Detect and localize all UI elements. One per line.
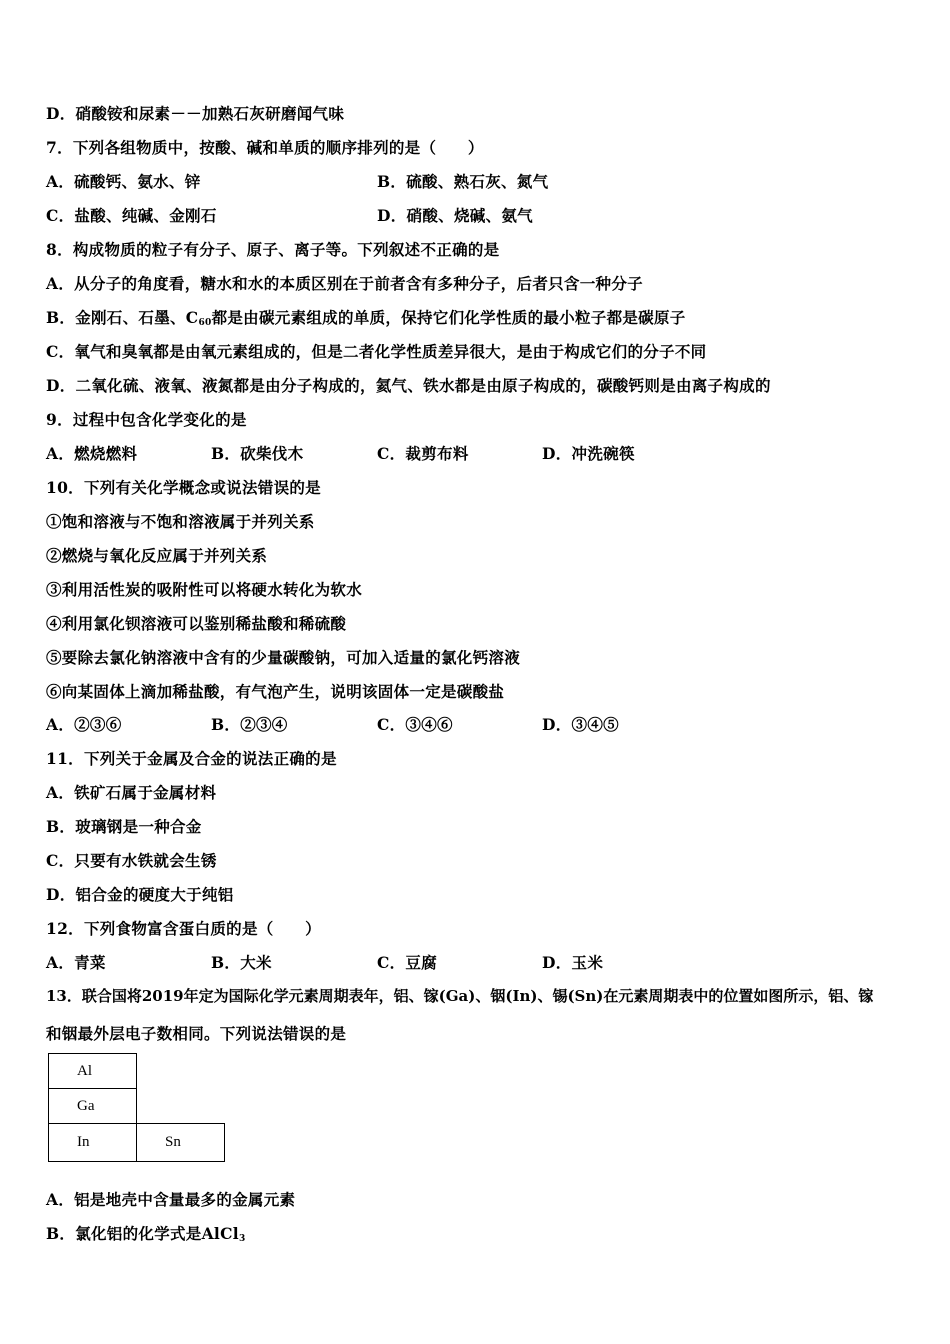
q10-statement: ⑥向某固体上滴加稀盐酸，有气泡产生，说明该固体一定是碳酸盐	[46, 682, 505, 701]
q8-option-a: A．从分子的角度看，糖水和水的本质区别在于前者含有多种分子，后者只含一种分子	[46, 274, 643, 293]
q11-option-b: B．玻璃钢是一种合金	[46, 817, 202, 836]
q10-option-c: C．③④⑥	[377, 715, 453, 734]
q10-option-a: A．②③⑥	[46, 715, 122, 734]
element-cell-al: Al	[49, 1054, 137, 1089]
q9-option-a: A．燃烧燃料	[46, 444, 138, 463]
q10-option-d: D．③④⑤	[542, 715, 619, 734]
q7-option-d: D．硝酸、烧碱、氨气	[377, 206, 533, 225]
q13-stem-line2: 和铟最外层电子数相同。下列说法错误的是	[46, 1024, 347, 1043]
q11-option-c: C．只要有水铁就会生锈	[46, 851, 217, 870]
q8-option-b-prefix: B．金刚石、石墨、C	[46, 308, 199, 327]
q10-stem: 10．下列有关化学概念或说法错误的是	[46, 478, 321, 497]
q9-option-b: B．砍柴伐木	[211, 444, 304, 463]
q8-option-b-subscript: 60	[198, 318, 212, 328]
q7-option-b: B．硫酸、熟石灰、氮气	[377, 172, 549, 191]
q10-option-b: B．②③④	[211, 715, 288, 734]
q13-stem-line1: 13．联合国将2019年定为国际化学元素周期表年，铝、镓(Ga)、铟(In)、锡(Sn)在元素周期表中的位置如图所示，铝、镓	[46, 987, 874, 1005]
q9-option-d: D．冲洗碗筷	[542, 444, 635, 463]
q10-statement: ④利用氯化钡溶液可以鉴别稀盐酸和稀硫酸	[46, 614, 347, 633]
empty-cell	[137, 1054, 225, 1089]
element-cell-ga: Ga	[49, 1089, 137, 1124]
q8-option-b	[46, 306, 686, 328]
q9-stem: 9．过程中包含化学变化的是	[46, 410, 247, 429]
q13-option-b	[46, 1222, 246, 1244]
element-cell-sn: Sn	[137, 1124, 225, 1162]
q13-option-a: A．铝是地壳中含量最多的金属元素	[46, 1190, 296, 1209]
q9-option-c: C．裁剪布料	[377, 444, 469, 463]
element-cell-in: In	[49, 1124, 137, 1162]
q8-option-b-suffix: 都是由碳元素组成的单质，保持它们化学性质的最小粒子都是碳原子	[211, 308, 686, 327]
periodic-table-excerpt	[48, 1053, 225, 1162]
q7-option-c: C．盐酸、纯碱、金刚石	[46, 206, 217, 225]
empty-cell	[137, 1089, 225, 1124]
q10-statement: ⑤要除去氯化钠溶液中含有的少量碳酸钠，可加入适量的氯化钙溶液	[46, 648, 521, 667]
q12-stem: 12．下列食物富含蛋白质的是（ ）	[46, 919, 321, 938]
q8-option-d: D．二氧化硫、液氧、液氮都是由分子构成的，氦气、铁水都是由原子构成的，碳酸钙则是由离子构成的	[46, 376, 771, 395]
q12-option-c: C．豆腐	[377, 953, 438, 972]
q8-stem: 8．构成物质的粒子有分子、原子、离子等。下列叙述不正确的是	[46, 240, 500, 259]
q11-option-a: A．铁矿石属于金属材料	[46, 783, 217, 802]
q11-option-d: D．铝合金的硬度大于纯铝	[46, 885, 234, 904]
q11-stem: 11．下列关于金属及合金的说法正确的是	[46, 749, 337, 768]
q10-statement: ②燃烧与氧化反应属于并列关系	[46, 546, 268, 565]
q10-statement: ③利用活性炭的吸附性可以将硬水转化为软水	[46, 580, 363, 599]
q12-option-b: B．大米	[211, 953, 272, 972]
q12-option-d: D．玉米	[542, 953, 604, 972]
q6-option-d: D．硝酸铵和尿素－－加熟石灰研磨闻气味	[46, 104, 345, 123]
q13-option-b-prefix: B．氯化铝的化学式是AlCl	[46, 1224, 239, 1243]
q12-option-a: A．青菜	[46, 953, 106, 972]
q7-option-a: A．硫酸钙、氨水、锌	[46, 172, 201, 191]
q13-option-b-subscript: 3	[238, 1234, 246, 1244]
q7-stem: 7．下列各组物质中，按酸、碱和单质的顺序排列的是（ ）	[46, 138, 484, 157]
q8-option-c: C．氧气和臭氧都是由氧元素组成的，但是二者化学性质差异很大，是由于构成它们的分子不同	[46, 342, 707, 361]
q10-statement: ①饱和溶液与不饱和溶液属于并列关系	[46, 512, 315, 531]
